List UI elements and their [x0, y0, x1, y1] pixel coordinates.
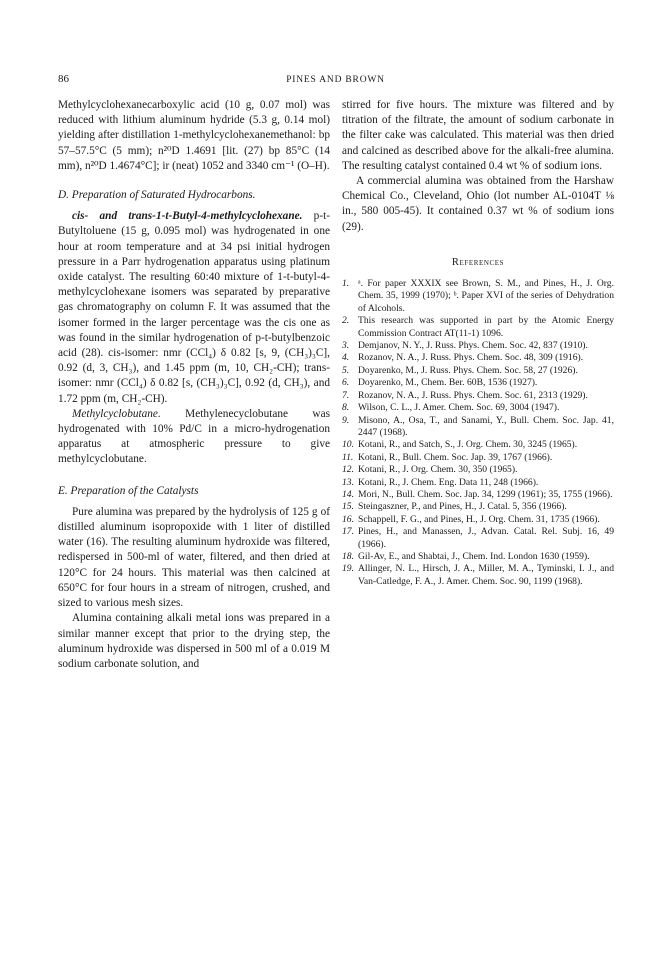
reference-item: [342, 551, 614, 563]
reference-item: [342, 415, 614, 440]
reference-text: Allinger, N. L., Hirsch, J. A., Miller, M. A., Tyminski, I. J., and Van-Catledge, F. A., J. Amer. Chem. Soc. 90, 1199 (1968).: [358, 563, 614, 587]
reference-text: Kotani, R., and Satch, S., J. Org. Chem. 30, 3245 (1965).: [358, 439, 578, 451]
reference-text: Demjanov, N. Y., J. Russ. Phys. Chem. Soc. 42, 837 (1910).: [358, 340, 588, 352]
paragraph-butylmethylcyclohexane: [58, 209, 330, 407]
reference-number: 19.: [342, 563, 354, 575]
paragraph-methylcyclobutane-text: Methylenecyclobutane was hydrogenated with 10% Pd/C in a micro-hydrogenation apparatus at atmospheric pressure to give methylcyclobutane.: [58, 407, 330, 466]
reference-item: [342, 563, 614, 588]
reference-number: 6.: [342, 377, 350, 389]
reference-item: [342, 365, 614, 377]
reference-item: [342, 452, 614, 464]
reference-item: [342, 464, 614, 476]
reference-text: Pines, H., and Manassen, J., Advan. Catal. Rel. Subj. 16, 49 (1966).: [358, 526, 614, 550]
compound-heading-butylmethylcyclohexane: cis- and trans-1-t-Butyl-4-methylcyclohexane.: [72, 210, 303, 223]
reference-text: Rozanov, N. A., J. Russ. Phys. Chem. Soc. 61, 2313 (1929).: [358, 389, 588, 401]
reference-number: 1.: [342, 278, 350, 290]
reference-number: 8.: [342, 402, 350, 414]
reference-item: [342, 377, 614, 389]
right-column: [342, 98, 614, 588]
section-heading-d: D. Preparation of Saturated Hydrocarbons.: [58, 189, 256, 202]
page-header: [58, 72, 613, 86]
reference-text: Mori, N., Bull. Chem. Soc. Jap. 34, 1299 (1961); 35, 1755 (1966).: [358, 488, 613, 500]
reference-item: [342, 390, 614, 402]
reference-text: Kotani, R., Bull. Chem. Soc. Jap. 39, 1767 (1966).: [358, 451, 553, 463]
reference-text: Doyarenko, M., J. Russ. Phys. Chem. Soc. 58, 27 (1926).: [358, 364, 578, 376]
reference-number: 11.: [342, 451, 354, 463]
reference-item: [342, 340, 614, 352]
reference-text: Wilson, C. L., J. Amer. Chem. Soc. 69, 3004 (1947).: [358, 402, 560, 414]
reference-number: 16.: [342, 513, 354, 525]
reference-number: 14.: [342, 488, 354, 500]
reference-number: 5.: [342, 364, 350, 376]
reference-item: [342, 402, 614, 414]
reference-item: [342, 439, 614, 451]
reference-item: [342, 489, 614, 501]
reference-number: 13.: [342, 476, 354, 488]
reference-text: Kotani, R., J. Chem. Eng. Data 11, 248 (1966).: [358, 476, 539, 488]
reference-item: [342, 526, 614, 551]
compound-heading-methylcyclobutane: Methylcyclobutane.: [72, 407, 161, 420]
reference-text: Kotani, R., J. Org. Chem. 30, 350 (1965).: [358, 464, 518, 476]
section-heading-e: E. Preparation of the Catalysts: [58, 484, 199, 497]
reference-item: [342, 278, 614, 315]
reference-text: This research was supported in part by the Atomic Energy Commission Contract AT(11-1) 1096.: [358, 315, 614, 339]
reference-item: [342, 477, 614, 489]
reference-number: 18.: [342, 550, 354, 562]
reference-number: 7.: [342, 389, 350, 401]
reference-number: 9.: [342, 414, 350, 426]
reference-number: 12.: [342, 464, 354, 476]
paragraph-alkali-alumina: Alumina containing alkali metal ions was prepared in a similar manner except that prior to the drying step, the aluminum hydroxide was dispersed in 500 ml of a 0.019 M sodium carbonate solution, and: [58, 612, 330, 670]
references-heading: References: [451, 256, 505, 268]
reference-text: Misono, A., Osa, T., and Sanami, Y., Bull. Chem. Soc. Jap. 41, 2447 (1968).: [358, 414, 614, 438]
references-list: [342, 278, 614, 588]
paragraph-butylmethylcyclohexane-text: p-t-Butyltoluene (15 g, 0.095 mol) was hydrogenated in one hour at room temperature and at 34 psi initial hydrogen pressure in a Parr hydrogenation apparatus using platinum oxide catalyst. The resulting 60:40 mixture of 1-t-butyl-4-methylcyclohexane isomers was separated by preparative gas chromatography on column F. It was assumed that the isomer formed in the larger percentage was the cis one as was found in the similar hydrogenation of p-t-butylbenzoic acid (28). cis-isomer: nmr (CCl₄) δ 0.82 [s, 9, (CH₃)₃C], 0.92 (d, 3, CH₃), and 1.45 ppm (m, 10, CH₂-CH); trans-isomer: nmr (CCl₄) δ 0.82 [s, (CH₃)₃C], 0.92 (d, CH₃), and 1.72 ppm (m, CH₂-CH).: [58, 210, 330, 405]
reference-number: 15.: [342, 501, 354, 513]
reference-text: ᵃ. For paper XXXIX see Brown, S. M., and Pines, H., J. Org. Chem. 35, 1999 (1970); ᵇ. Paper XVI of the series of Dehydration of Alcohols.: [358, 278, 614, 314]
reference-number: 10.: [342, 439, 354, 451]
reference-text: Gil-Av, E., and Shabtai, J., Chem. Ind. London 1630 (1959).: [358, 550, 590, 562]
reference-text: Doyarenko, M., Chem. Ber. 60B, 1536 (1927).: [358, 377, 538, 389]
reference-item: [342, 315, 614, 340]
reference-number: 4.: [342, 352, 350, 364]
reference-number: 17.: [342, 526, 354, 538]
running-title: PINES AND BROWN: [286, 75, 385, 85]
paragraph-pure-alumina: Pure alumina was prepared by the hydrolysis of 125 g of distilled aluminum isopropoxide with 1 liter of distilled water (16). The resulting aluminum hydroxide was filtered, redispersed in 500-ml of water, filtered, and then dried at 120°C for 24 hours. This material was then calcined at 650°C for four hours in a stream of nitrogen, crushed, and sized to various mesh sizes.: [58, 505, 330, 610]
reference-text: Steingaszner, P., and Pines, H., J. Catal. 5, 356 (1966).: [358, 501, 567, 513]
reference-item: [342, 501, 614, 513]
reference-number: 3.: [342, 340, 350, 352]
reference-item: [342, 352, 614, 364]
reference-text: Schappell, F. G., and Pines, H., J. Org. Chem. 31, 1735 (1966).: [358, 513, 600, 525]
paragraph-commercial-alumina: A commercial alumina was obtained from the Harshaw Chemical Co., Cleveland, Ohio (lot number AL-0104T ⅛ in., 580 005-45). It contained 0.37 wt % of sodium ions (29).: [342, 175, 614, 233]
reference-number: 2.: [342, 315, 350, 327]
paragraph-filtration: stirred for five hours. The mixture was filtered and by titration of the filtrate, the amount of sodium carbonate in the filter cake was calculated. This material was then dried and calcined as described above for the alkali-free alumina. The resulting catalyst contained 0.4 wt % of sodium ions.: [342, 99, 614, 172]
left-column: [58, 98, 330, 672]
reference-item: [342, 514, 614, 526]
paragraph-methanol-prep: Methylcyclohexanecarboxylic acid (10 g, 0.07 mol) was reduced with lithium aluminum hydride (5.3 g, 0.14 mol) yielding after distillation 1-methylcyclohexanemethanol: bp 57–57.5°C (5 mm); n²⁰D 1.4691 [lit. (27) bp 85°C (14 mm), n²⁰D 1.4674°C]; ir (neat) 1052 and 3340 cm⁻¹ (O–H).: [58, 99, 330, 172]
page-number: 86: [58, 73, 69, 85]
reference-text: Rozanov, N. A., J. Russ. Phys. Chem. Soc. 48, 309 (1916).: [358, 352, 584, 364]
paragraph-methylcyclobutane: [58, 407, 330, 468]
